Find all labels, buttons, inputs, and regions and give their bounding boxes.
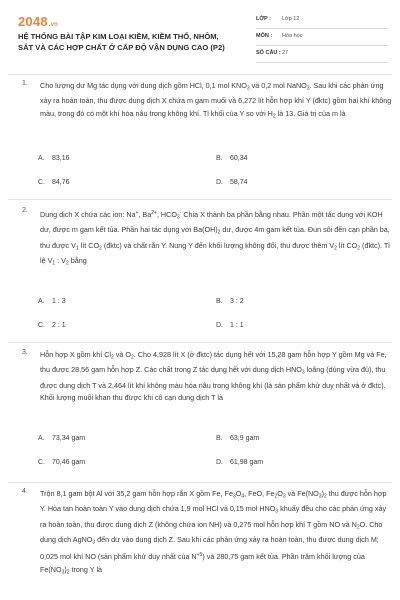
option-letter: B. (216, 298, 223, 305)
option-letter: B. (216, 155, 223, 162)
meta-row-count (256, 46, 388, 63)
question-2 (8, 207, 392, 337)
option-a[interactable] (38, 435, 85, 442)
option-text: 61,98 gam (230, 459, 264, 466)
option-letter: A. (38, 155, 45, 162)
option-text: 2 : 1 (52, 322, 66, 329)
option-a[interactable] (38, 155, 70, 162)
question-3 (8, 349, 392, 479)
logo-suffix: .vn (48, 22, 59, 28)
question-number: 4. (22, 488, 28, 495)
worksheet-title (18, 31, 256, 53)
option-d[interactable] (216, 459, 263, 466)
question-text: Dung dịch X chứa các ion: Na+, $Ba^{2+}$, $HCO_3^-$ Chia X thành ba phần bằng nhau. Phần một tác dụng với KOH dư, được m gam kết tủa. Phần hai tác dụng với $Ba(OH)_2$ dư, được 4m gam kết tủa. Đun sôi đến cạn phần ba, thu được $V_1$ lít $CO_2$ (đktc) và chất rắn Y. Nung Y đến khối lượng không đổi, thu được thêm $V_2$ lít $CO_2$ (đktc). Tỉ lệ $V_1$ : $V_2$ bằng (40, 210, 390, 267)
meta-value: 27 (282, 50, 289, 56)
option-d[interactable] (216, 322, 244, 329)
question-number: 3. (22, 349, 28, 356)
question-number: 2. (22, 207, 28, 214)
option-text: 83,16 (52, 155, 70, 162)
divider (8, 342, 392, 343)
option-letter: C. (38, 179, 45, 186)
option-text: 1 : 3 (52, 298, 66, 305)
option-text: 70,46 gam (52, 459, 86, 466)
option-a[interactable] (38, 298, 66, 305)
title-line-2: SẮT VÀ CÁC HỢP CHẤT Ở CẤP ĐỘ VẬN DỤNG CAO (P2) (18, 43, 225, 52)
divider (8, 482, 392, 483)
worksheet-meta (256, 12, 388, 63)
option-letter: A. (38, 435, 45, 442)
option-c[interactable] (38, 179, 70, 186)
option-text: 63,9 gam (230, 435, 260, 442)
meta-row-grade (256, 12, 388, 29)
option-text: 60,34 (230, 155, 248, 162)
meta-value: Hóa học (282, 33, 303, 39)
option-text: 73,34 gam (52, 435, 86, 442)
option-d[interactable] (216, 179, 248, 186)
option-b[interactable] (216, 435, 259, 442)
meta-key: SỐ CÂU : (256, 50, 281, 56)
question-number: 1. (22, 80, 28, 87)
option-text: 3 : 2 (230, 298, 244, 305)
question-4 (8, 488, 392, 600)
meta-key: MÔN : (256, 33, 273, 39)
option-c[interactable] (38, 322, 66, 329)
meta-row-subject (256, 29, 388, 46)
option-b[interactable] (216, 155, 248, 162)
option-text: 58,74 (230, 179, 248, 186)
option-letter: C. (38, 459, 45, 466)
question-text: Trộn 8,1 gam bột Al với 35,2 gam hỗn hợp rắn X gồm Fe, $Fe_3O_4$, FeO, $Fe_2O_3$ và $Fe(NO_3)_2$ thu được hỗn hợp Y. Hòa tan hoàn toàn Y vào dung dịch chứa 1,9 mol HCl và 0,15 mol $HNO_3$ khuấy đều cho các phản ứng xảy ra hoàn toàn, thu được dung dịch Z (không chứa ion NH) và 0,275 mol hỗn hợp khí T gồm NO và $N_2O$. Cho dung dịch AgNO$_3$ đến dư vào dung dịch Z. Sau khi các phản ứng xảy ra hoàn toàn, thu được dung dịch M; 0,025 mol khí NO (sản phẩm khử duy nhất của $N^{+5}$) và 280,75 gam kết tủa. Phần trăm khối lượng của $Fe(NO_3)_2$ trong Y là (40, 489, 387, 576)
worksheet-header (18, 12, 388, 68)
meta-value: Lớp 12 (282, 16, 300, 22)
option-letter: B. (216, 435, 223, 442)
question-text: Cho lượng dư Mg tác dụng với dung dịch gồm HCl, 0,1 mol $KNO_3$ và 0,2 mol NaNO$_3$. Sau khi các phản ứng xảy ra hoàn toàn, thu được dung dịch X chứa m gam muối và 6,272 lít hỗn hợp khí Y (đktc) gồm hai khí không màu, trong đó có một khí hóa nâu trong không khí. Tỉ khối của Y so với $H_2$ là 13. Giá trị của m là (40, 81, 392, 120)
meta-key: LỚP : (256, 16, 271, 22)
option-text: 84,76 (52, 179, 70, 186)
divider (8, 199, 392, 200)
option-letter: D. (216, 459, 223, 466)
option-letter: A. (38, 298, 45, 305)
option-letter: D. (216, 322, 223, 329)
option-b[interactable] (216, 298, 244, 305)
option-letter: D. (216, 179, 223, 186)
question-1 (8, 80, 392, 190)
option-c[interactable] (38, 459, 85, 466)
divider (8, 74, 392, 75)
site-logo[interactable] (18, 14, 58, 29)
option-text: 1 : 1 (230, 322, 244, 329)
option-letter: C. (38, 322, 45, 329)
question-text: Hỗn hợp X gồm khí $Cl_2$ và $O_2$. Cho 4,928 lít X (ở đktc) tác dụng hết với 15,28 gam hỗn hợp Y gồm Mg và Fe, thu được 28,56 gam hỗn hợp Z. Các chất trong Z tác dụng hết với dung dịch $HNO_3$ loãng (dùng vừa đủ), thu được dung dịch T và 2,464 lít khí không màu hóa nâu trong không khí (là sản phẩm khử duy nhất và ở đktc). Khối lượng muối khan thu được khi cô cạn dung dịch T là (40, 350, 387, 403)
logo-main: 2048 (18, 14, 48, 29)
title-line-1: HỆ THỐNG BÀI TẬP KIM LOẠI KIỀM, KIỀM THỔ, NHÔM, (18, 32, 219, 41)
